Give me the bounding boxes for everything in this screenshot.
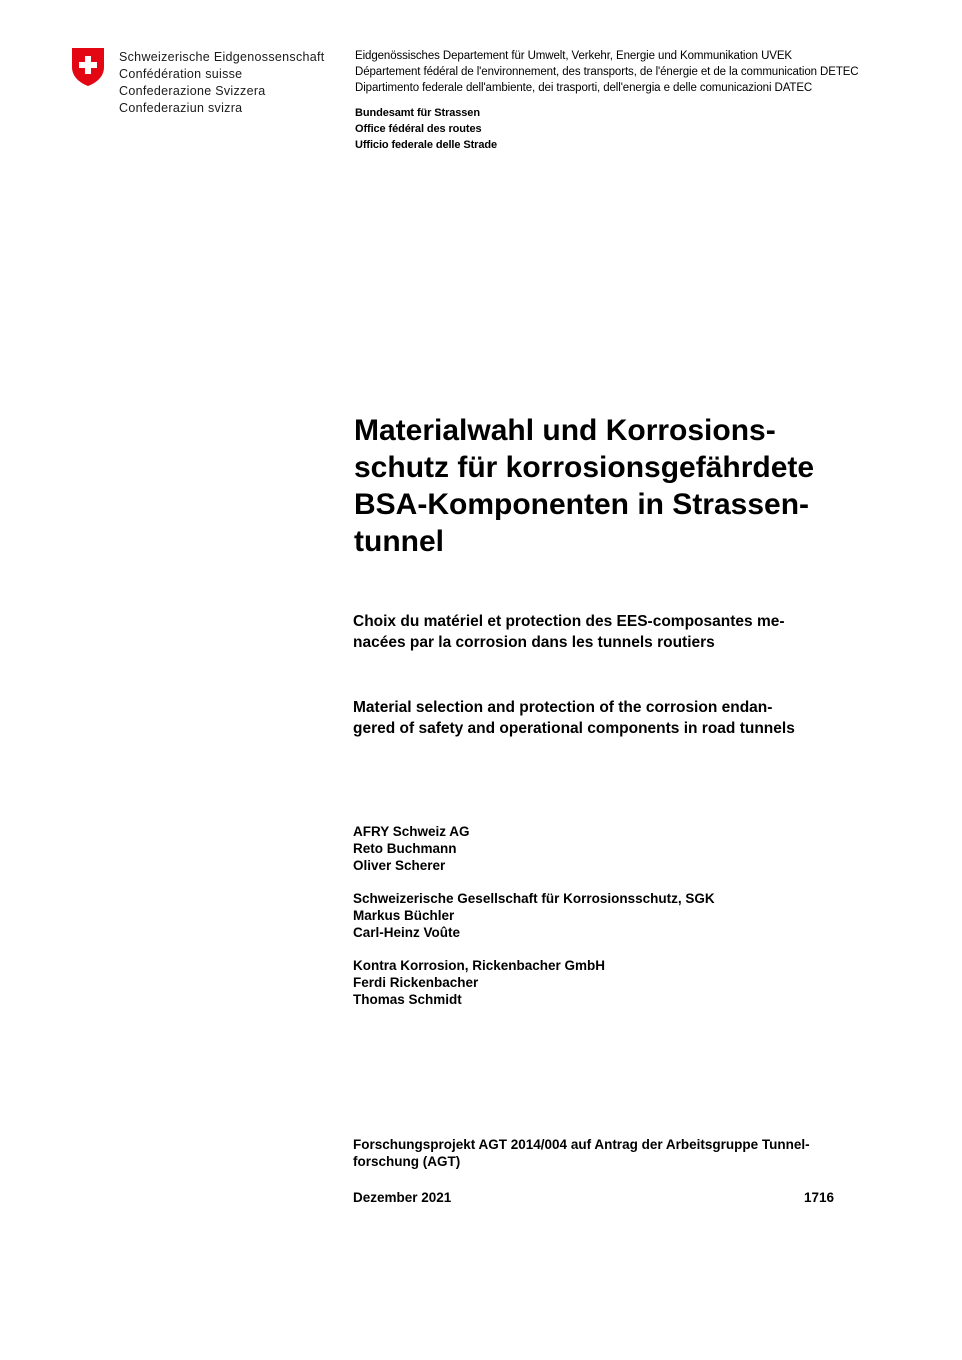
department-name-it: Dipartimento federale dell'ambiente, dei trasporti, dell'energia e delle comunicazioni DATEC [355, 82, 813, 94]
subtitle-line: nacées par la corrosion dans les tunnels routiers [353, 634, 715, 651]
subtitle-english [353, 697, 795, 739]
project-line: forschung (AGT) [353, 1154, 461, 1169]
report-number: 1716 [804, 1190, 835, 1205]
office-name-fr: Office fédéral des routes [355, 123, 482, 135]
title-line: BSA-Komponenten in Strassen- [354, 488, 810, 521]
author-list [353, 823, 715, 1024]
office-names [355, 105, 497, 153]
department-name-de: Eidgenössisches Departement für Umwelt, Verkehr, Energie und Kommunikation UVEK [355, 50, 792, 62]
department-name-fr: Département fédéral de l'environnement, des transports, de l'énergie et de la communication DETEC [355, 66, 859, 78]
author-name: Oliver Scherer [353, 858, 446, 873]
research-project-note [353, 1136, 810, 1170]
publication-date: Dezember 2021 [353, 1190, 452, 1205]
author-organization: Schweizerische Gesellschaft für Korrosionsschutz, SGK [353, 891, 715, 906]
confederation-names [119, 49, 325, 117]
author-group [353, 890, 715, 941]
confederation-name-de: Schweizerische Eidgenossenschaft [119, 50, 325, 64]
author-name: Carl-Heinz Voûte [353, 925, 461, 940]
title-line: Materialwahl und Korrosions- [354, 414, 776, 447]
document-title [354, 412, 814, 560]
author-name: Reto Buchmann [353, 841, 457, 856]
subtitle-french [353, 611, 785, 653]
subtitle-line: Choix du matériel et protection des EES-composantes me- [353, 613, 785, 630]
swiss-coat-of-arms-icon [71, 47, 105, 87]
confederation-name-fr: Confédération suisse [119, 67, 243, 81]
author-organization: Kontra Korrosion, Rickenbacher GmbH [353, 958, 606, 973]
confederation-name-rm: Confederaziun svizra [119, 101, 243, 115]
title-line: schutz für korrosionsgefährdete [354, 451, 815, 484]
author-group [353, 823, 715, 874]
author-name: Ferdi Rickenbacher [353, 975, 479, 990]
author-name: Thomas Schmidt [353, 992, 462, 1007]
title-line: tunnel [354, 525, 444, 558]
author-organization: AFRY Schweiz AG [353, 824, 470, 839]
subtitle-line: Material selection and protection of the corrosion endan- [353, 699, 773, 716]
project-line: Forschungsprojekt AGT 2014/004 auf Antrag der Arbeitsgruppe Tunnel- [353, 1137, 810, 1152]
department-names [355, 48, 859, 96]
author-group [353, 957, 715, 1008]
office-name-it: Ufficio federale delle Strade [355, 139, 497, 151]
confederation-name-it: Confederazione Svizzera [119, 84, 266, 98]
office-name-de: Bundesamt für Strassen [355, 107, 480, 119]
subtitle-line: gered of safety and operational components in road tunnels [353, 720, 795, 737]
author-name: Markus Büchler [353, 908, 455, 923]
